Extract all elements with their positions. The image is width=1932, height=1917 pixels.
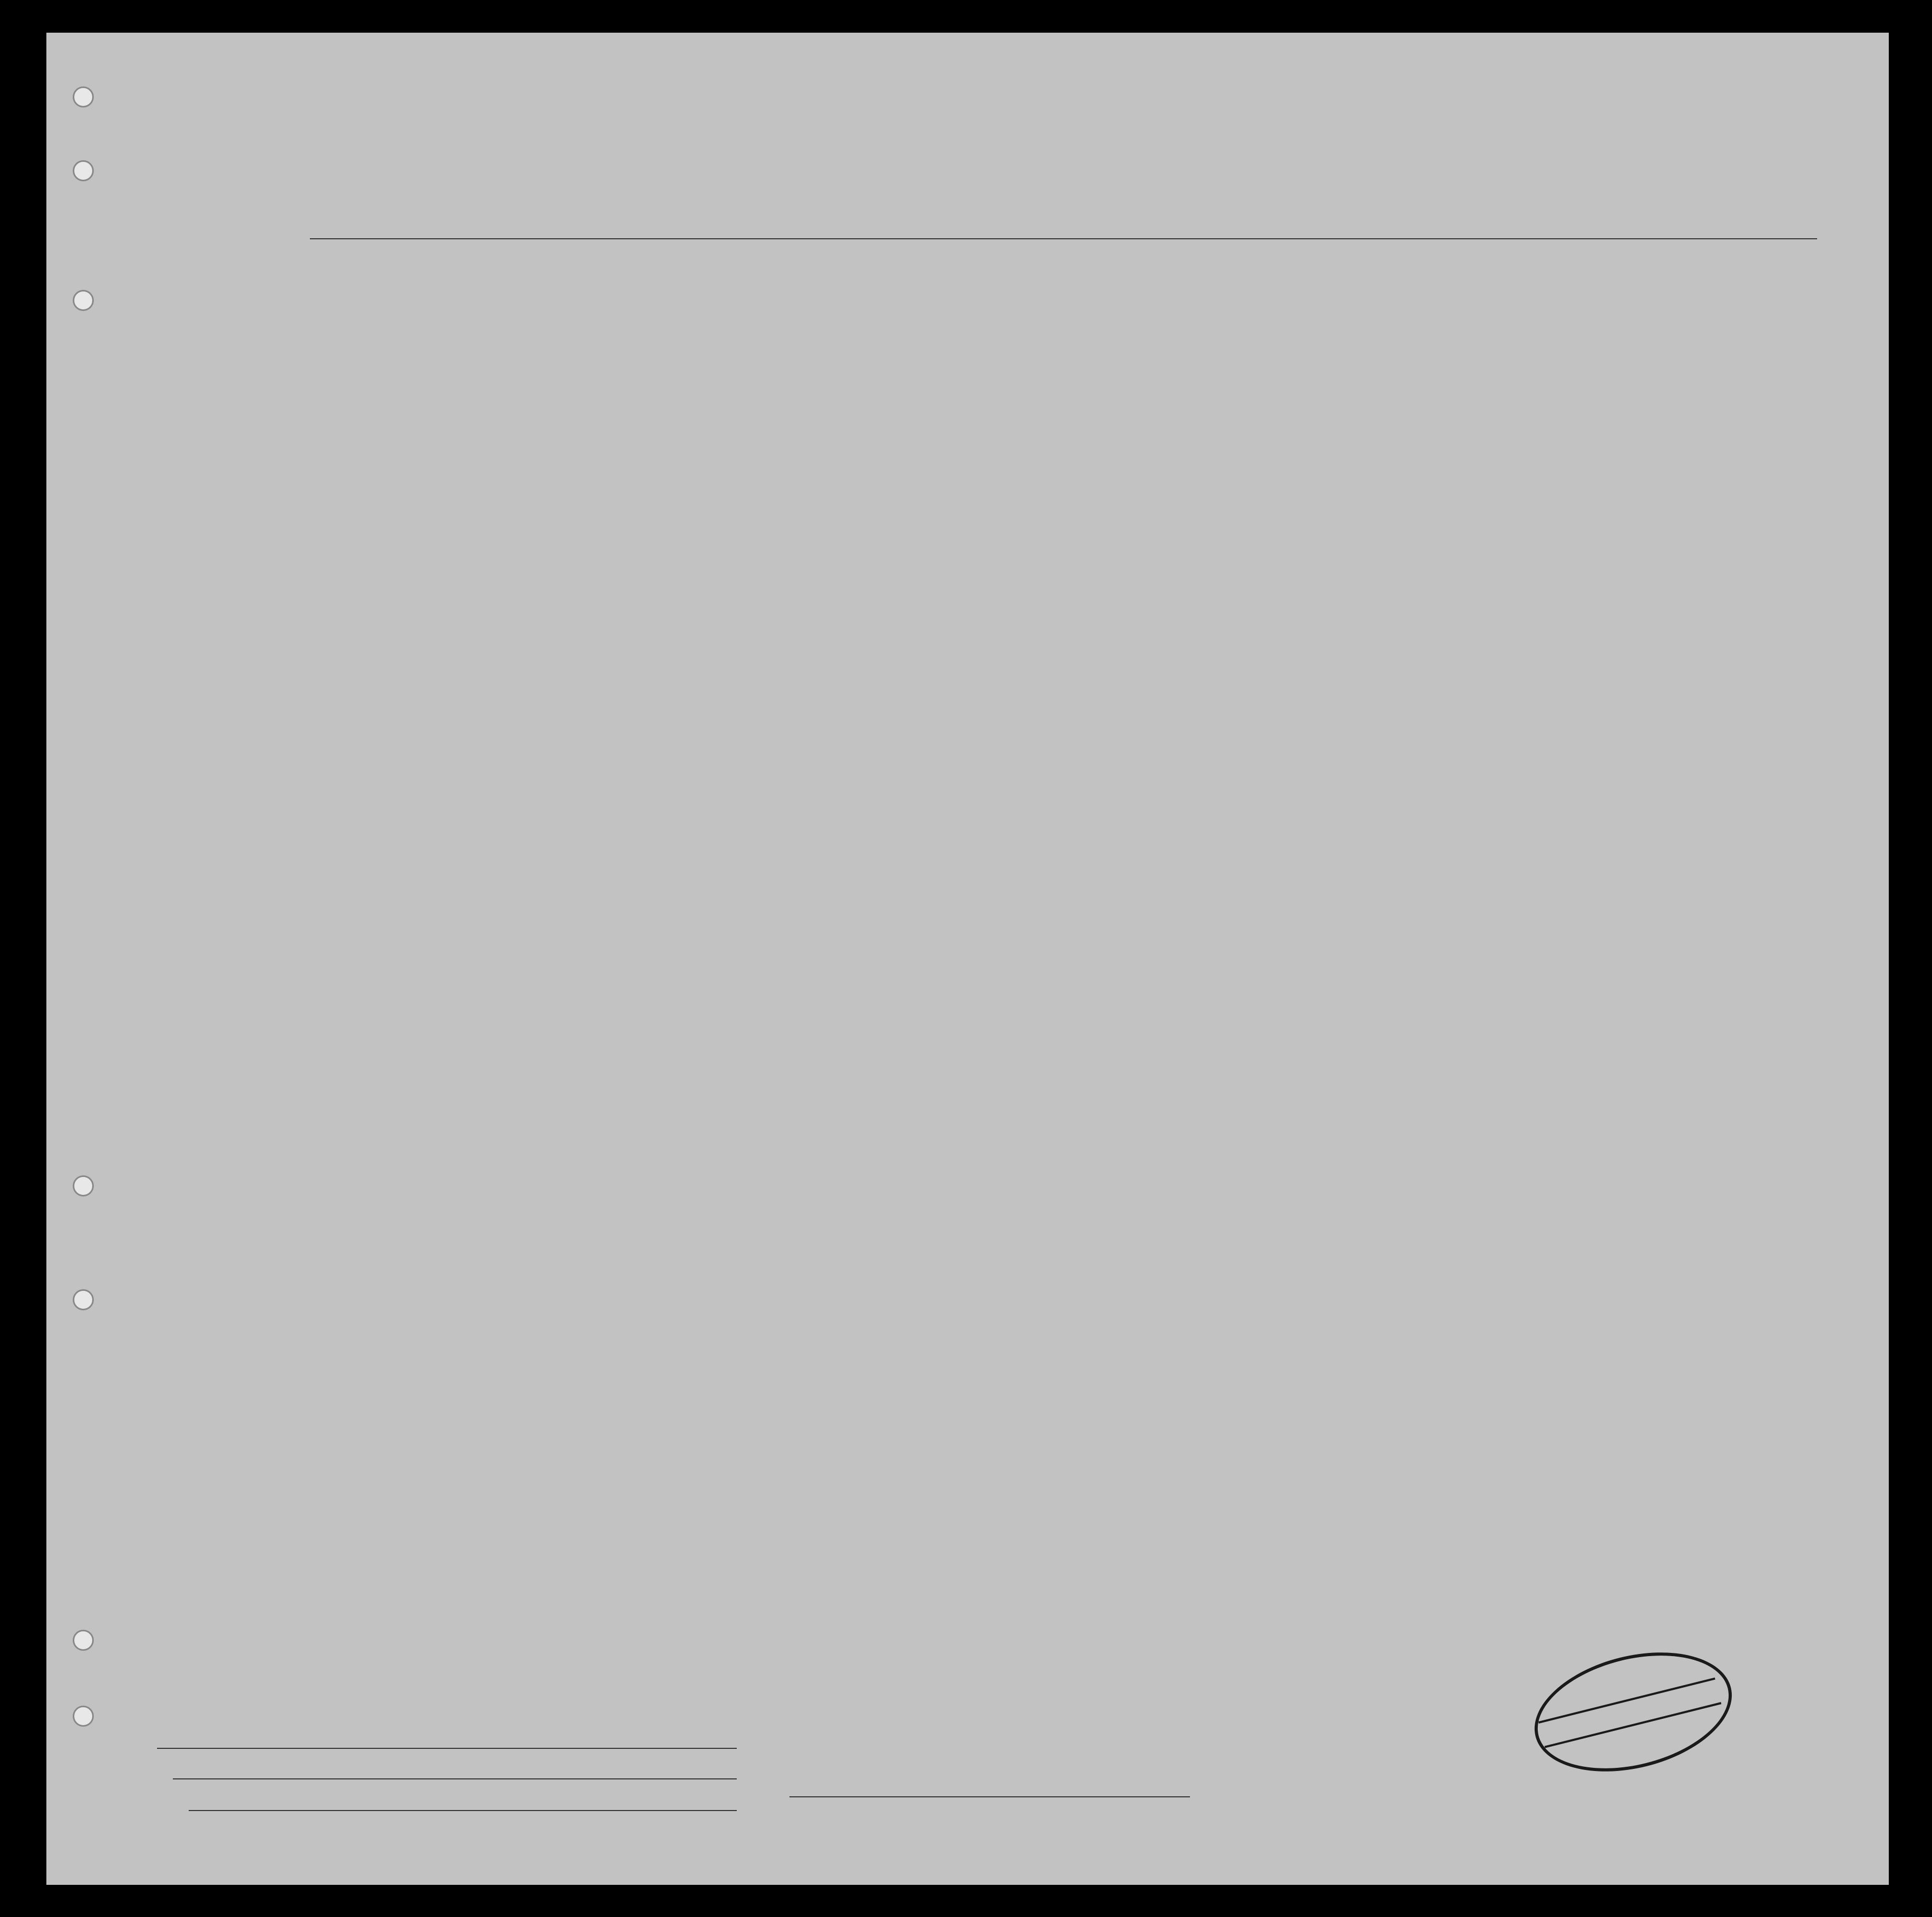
agents-rule xyxy=(189,1810,737,1811)
line-rule xyxy=(157,1748,737,1749)
office-stamp-band xyxy=(1538,1678,1721,1748)
manifest-sheet xyxy=(46,33,1889,1885)
owners-rule xyxy=(173,1778,737,1779)
inspector-rule xyxy=(789,1796,1190,1797)
check-marks xyxy=(46,33,1889,1885)
